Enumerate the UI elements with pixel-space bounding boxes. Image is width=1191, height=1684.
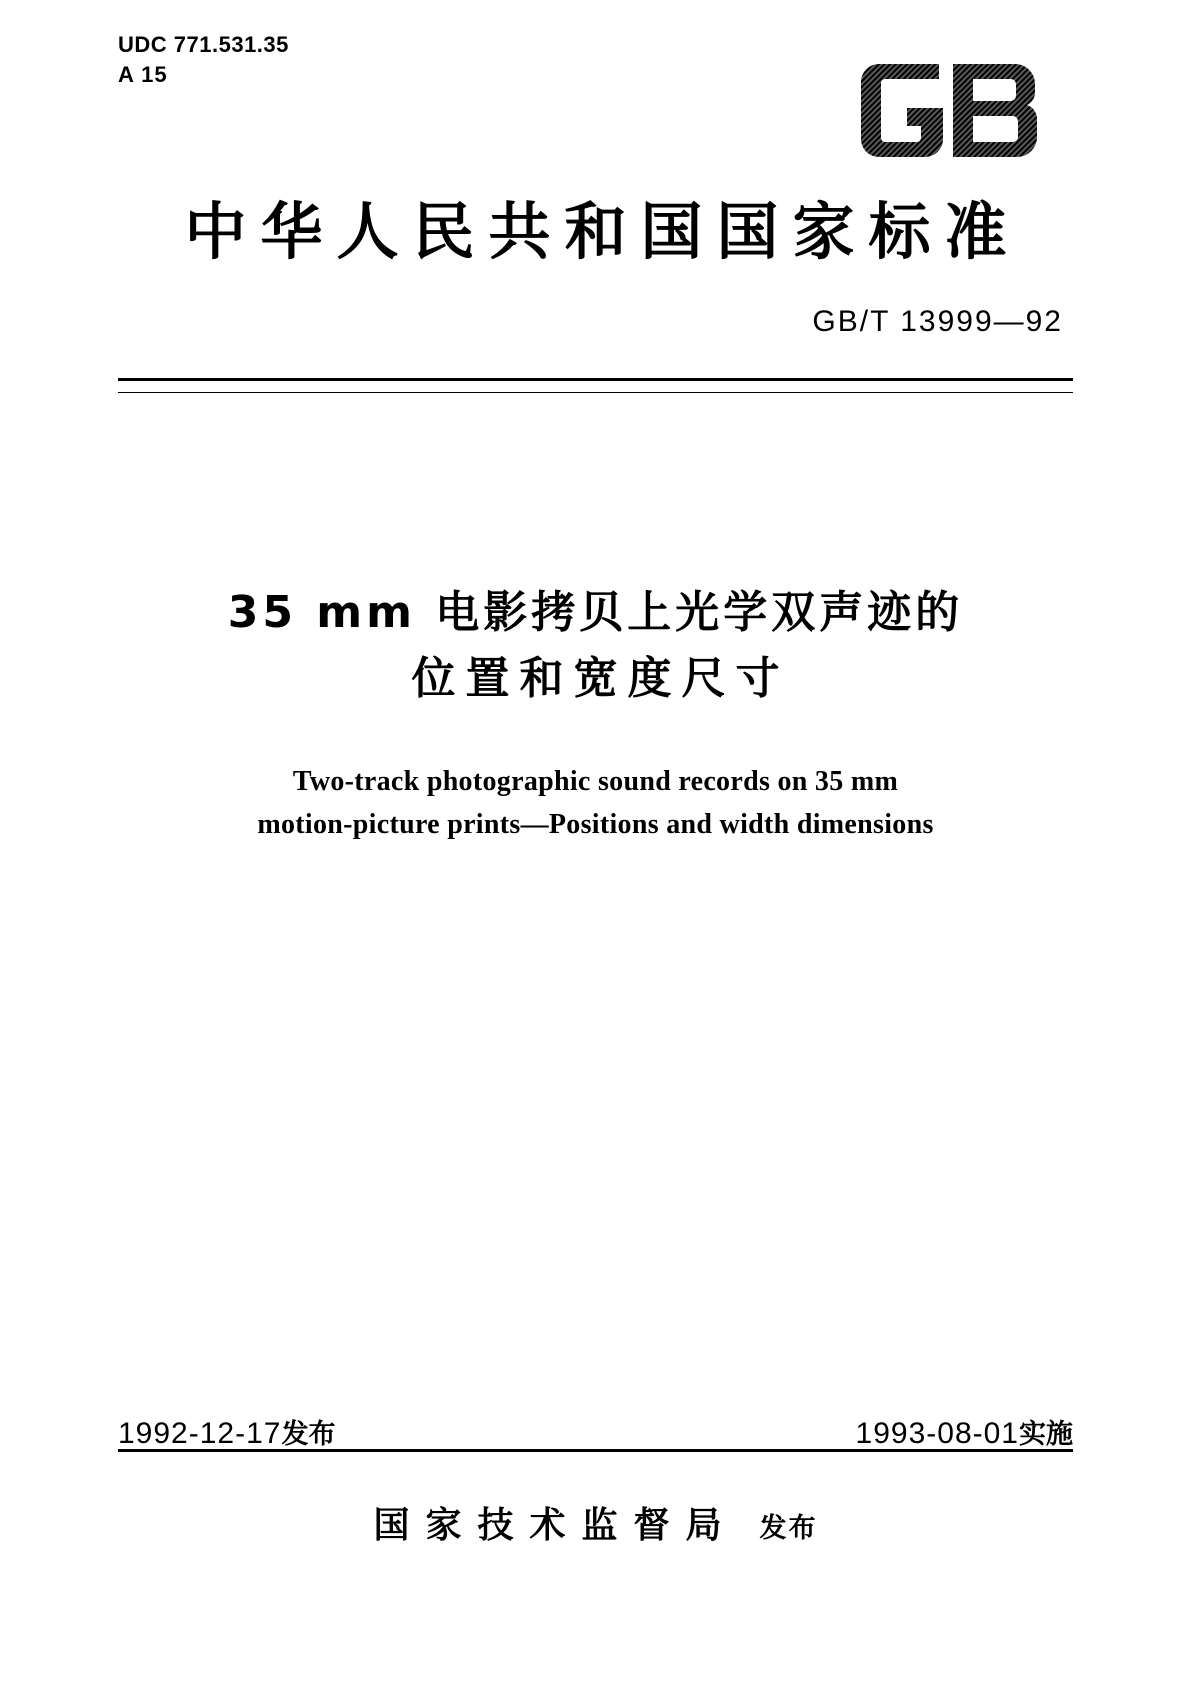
dates-row <box>118 1412 1073 1451</box>
standard-number: GB/T 13999—92 <box>812 305 1063 338</box>
udc-code: UDC 771.531.35 <box>118 32 289 57</box>
issue-date-group <box>118 1412 335 1451</box>
footer-rule <box>118 1449 1073 1452</box>
document-subtitle-english <box>150 760 1041 847</box>
effective-date: 1993-08-01 <box>855 1417 1019 1450</box>
issue-date: 1992-12-17 <box>118 1417 282 1450</box>
header-rule-thin <box>118 392 1073 393</box>
issuer-verb: 发布 <box>759 1513 818 1544</box>
document-title-line1: 35 mm 电影拷贝上光学双声迹的 <box>227 587 964 638</box>
issuer-organization: 国家技术监督局 <box>373 1505 738 1546</box>
header-rule-thick <box>118 378 1073 381</box>
document-subtitle-line1: Two-track photographic sound records on 35 mm <box>292 766 899 797</box>
document-title <box>120 580 1071 712</box>
effective-date-label: 实施 <box>1019 1419 1073 1450</box>
document-title-line2: 位置和宽度尺寸 <box>411 653 790 704</box>
gb-logo <box>861 58 1061 163</box>
classification-code: A 15 <box>118 61 168 87</box>
document-subtitle-line2: motion-picture prints—Positions and width dimensions <box>257 809 934 841</box>
udc-block <box>118 30 289 89</box>
issuer-line <box>0 1497 1191 1548</box>
national-standard-title: 中华人民共和国国家标准 <box>184 195 1021 268</box>
effective-date-group <box>856 1412 1073 1451</box>
issue-date-label: 发布 <box>281 1419 336 1450</box>
